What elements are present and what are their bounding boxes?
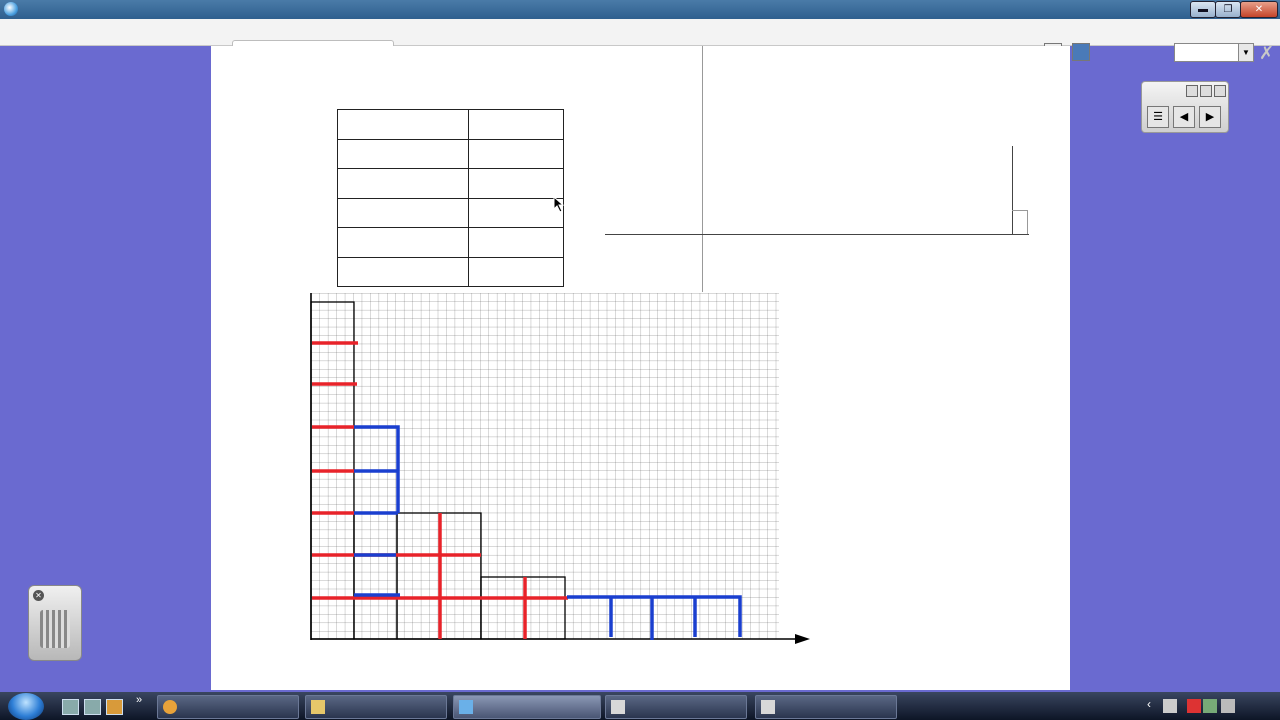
close-flipchart-icon[interactable]: ✗ xyxy=(1259,43,1275,63)
quicklaunch-more-icon[interactable]: » xyxy=(136,694,143,706)
toolbox-home-icon[interactable] xyxy=(1200,85,1212,97)
previous-page-icon[interactable]: ◀ xyxy=(1173,106,1195,128)
tray-app-icon[interactable] xyxy=(1163,699,1177,713)
security-icon[interactable] xyxy=(1187,699,1201,713)
page-list-icon[interactable]: ☰ xyxy=(1147,106,1169,128)
show-desktop-icon[interactable] xyxy=(62,699,79,715)
toolbox-settings-icon[interactable] xyxy=(1214,85,1226,97)
next-page-icon[interactable]: ▶ xyxy=(1199,106,1221,128)
tray-expand-icon[interactable]: ‹ xyxy=(1147,697,1151,711)
floating-toolbox[interactable] xyxy=(1141,81,1229,133)
x-axis-arrow-icon xyxy=(795,634,810,644)
switch-windows-icon[interactable] xyxy=(84,699,101,715)
folder-icon xyxy=(311,700,325,714)
taskbar-item-activinspire[interactable] xyxy=(453,695,601,719)
minimize-button[interactable]: ▬ xyxy=(1190,1,1216,18)
network-icon[interactable] xyxy=(1203,699,1217,713)
minor-grid xyxy=(311,293,779,639)
activinspire-icon xyxy=(459,700,473,714)
maximize-button[interactable]: ❐ xyxy=(1215,1,1241,18)
taskbar-item-flashing[interactable] xyxy=(755,695,897,719)
toolbox-menu-icon[interactable] xyxy=(1186,85,1198,97)
trash-can-icon xyxy=(40,610,70,648)
start-button[interactable] xyxy=(8,693,44,720)
media-player-icon[interactable] xyxy=(106,699,123,715)
taskbar-item-camstudio[interactable] xyxy=(605,695,747,719)
chrome-icon xyxy=(163,700,177,714)
volume-icon[interactable] xyxy=(1221,699,1235,713)
window-icon xyxy=(761,700,775,714)
taskbar-item-youtube[interactable] xyxy=(157,695,299,719)
close-trash-icon[interactable]: ✕ xyxy=(33,590,44,601)
trash-bin[interactable] xyxy=(28,585,82,661)
chevron-down-icon[interactable]: ▼ xyxy=(1238,44,1253,61)
taskbar-item-gcse[interactable] xyxy=(305,695,447,719)
camstudio-icon xyxy=(611,700,625,714)
close-window-button[interactable]: ✕ xyxy=(1240,1,1278,18)
